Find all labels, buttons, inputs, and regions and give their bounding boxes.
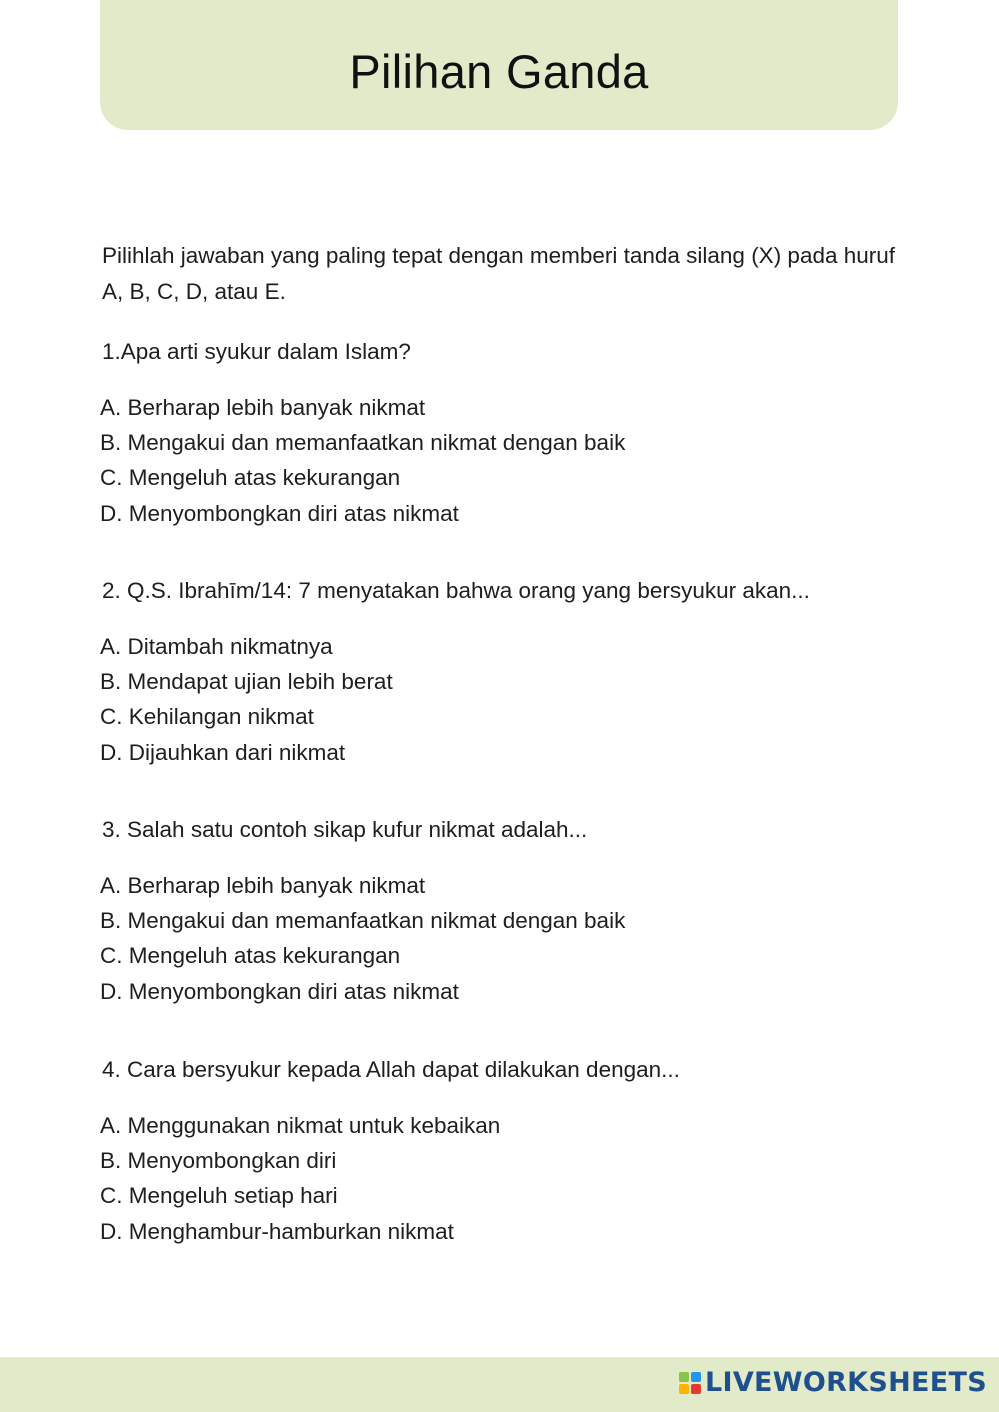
question-text: 2. Q.S. Ibrahīm/14: 7 menyatakan bahwa orang yang bersyukur akan... <box>102 578 810 603</box>
option-list <box>100 868 962 1009</box>
option-d[interactable]: D. Menyombongkan diri atas nikmat <box>100 500 459 526</box>
option-a[interactable]: A. Menggunakan nikmat untuk kebaikan <box>100 1113 501 1138</box>
question-text: 1.Apa arti syukur dalam Islam? <box>102 339 411 364</box>
option-list <box>100 629 962 770</box>
question-text: 3. Salah satu contoh sikap kufur nikmat adalah... <box>102 817 588 842</box>
option-list <box>100 390 962 531</box>
liveworksheets-brand[interactable] <box>679 1367 987 1398</box>
footer-bar <box>0 1357 999 1412</box>
option-c[interactable]: C. Mengeluh setiap hari <box>100 1183 338 1209</box>
option-c[interactable]: C. Mengeluh atas kekurangan <box>100 465 401 491</box>
question-text: 4. Cara bersyukur kepada Allah dapat dilakukan dengan... <box>102 1057 680 1082</box>
option-b[interactable]: B. Mengakui dan memanfaatkan nikmat dengan baik <box>100 430 626 456</box>
option-d[interactable]: D. Dijauhkan dari nikmat <box>100 739 346 765</box>
title-banner <box>100 0 898 130</box>
option-b[interactable]: B. Menyombongkan diri <box>100 1148 337 1174</box>
option-b[interactable]: B. Mendapat ujian lebih berat <box>100 669 393 695</box>
option-c[interactable]: C. Kehilangan nikmat <box>100 704 314 730</box>
question-3 <box>102 815 962 1009</box>
question-4 <box>102 1055 962 1249</box>
option-a[interactable]: A. Berharap lebih banyak nikmat <box>100 873 426 898</box>
page-title: Pilihan Ganda <box>349 44 649 98</box>
question-2 <box>102 576 962 770</box>
option-a[interactable]: A. Ditambah nikmatnya <box>100 634 333 659</box>
option-a[interactable]: A. Berharap lebih banyak nikmat <box>100 395 426 420</box>
liveworksheets-logo-icon <box>679 1372 701 1394</box>
question-1 <box>102 337 962 531</box>
brand-name: LIVEWORKSHEETS <box>704 1367 987 1398</box>
option-b[interactable]: B. Mengakui dan memanfaatkan nikmat dengan baik <box>100 908 626 934</box>
option-c[interactable]: C. Mengeluh atas kekurangan <box>100 943 401 969</box>
option-d[interactable]: D. Menyombongkan diri atas nikmat <box>100 978 459 1004</box>
instruction-text: Pilihlah jawaban yang paling tepat dengan memberi tanda silang (X) pada huruf A, B, C, D, atau E. <box>102 243 896 304</box>
option-list <box>100 1108 962 1249</box>
option-d[interactable]: D. Menghambur-hamburkan nikmat <box>100 1218 454 1244</box>
